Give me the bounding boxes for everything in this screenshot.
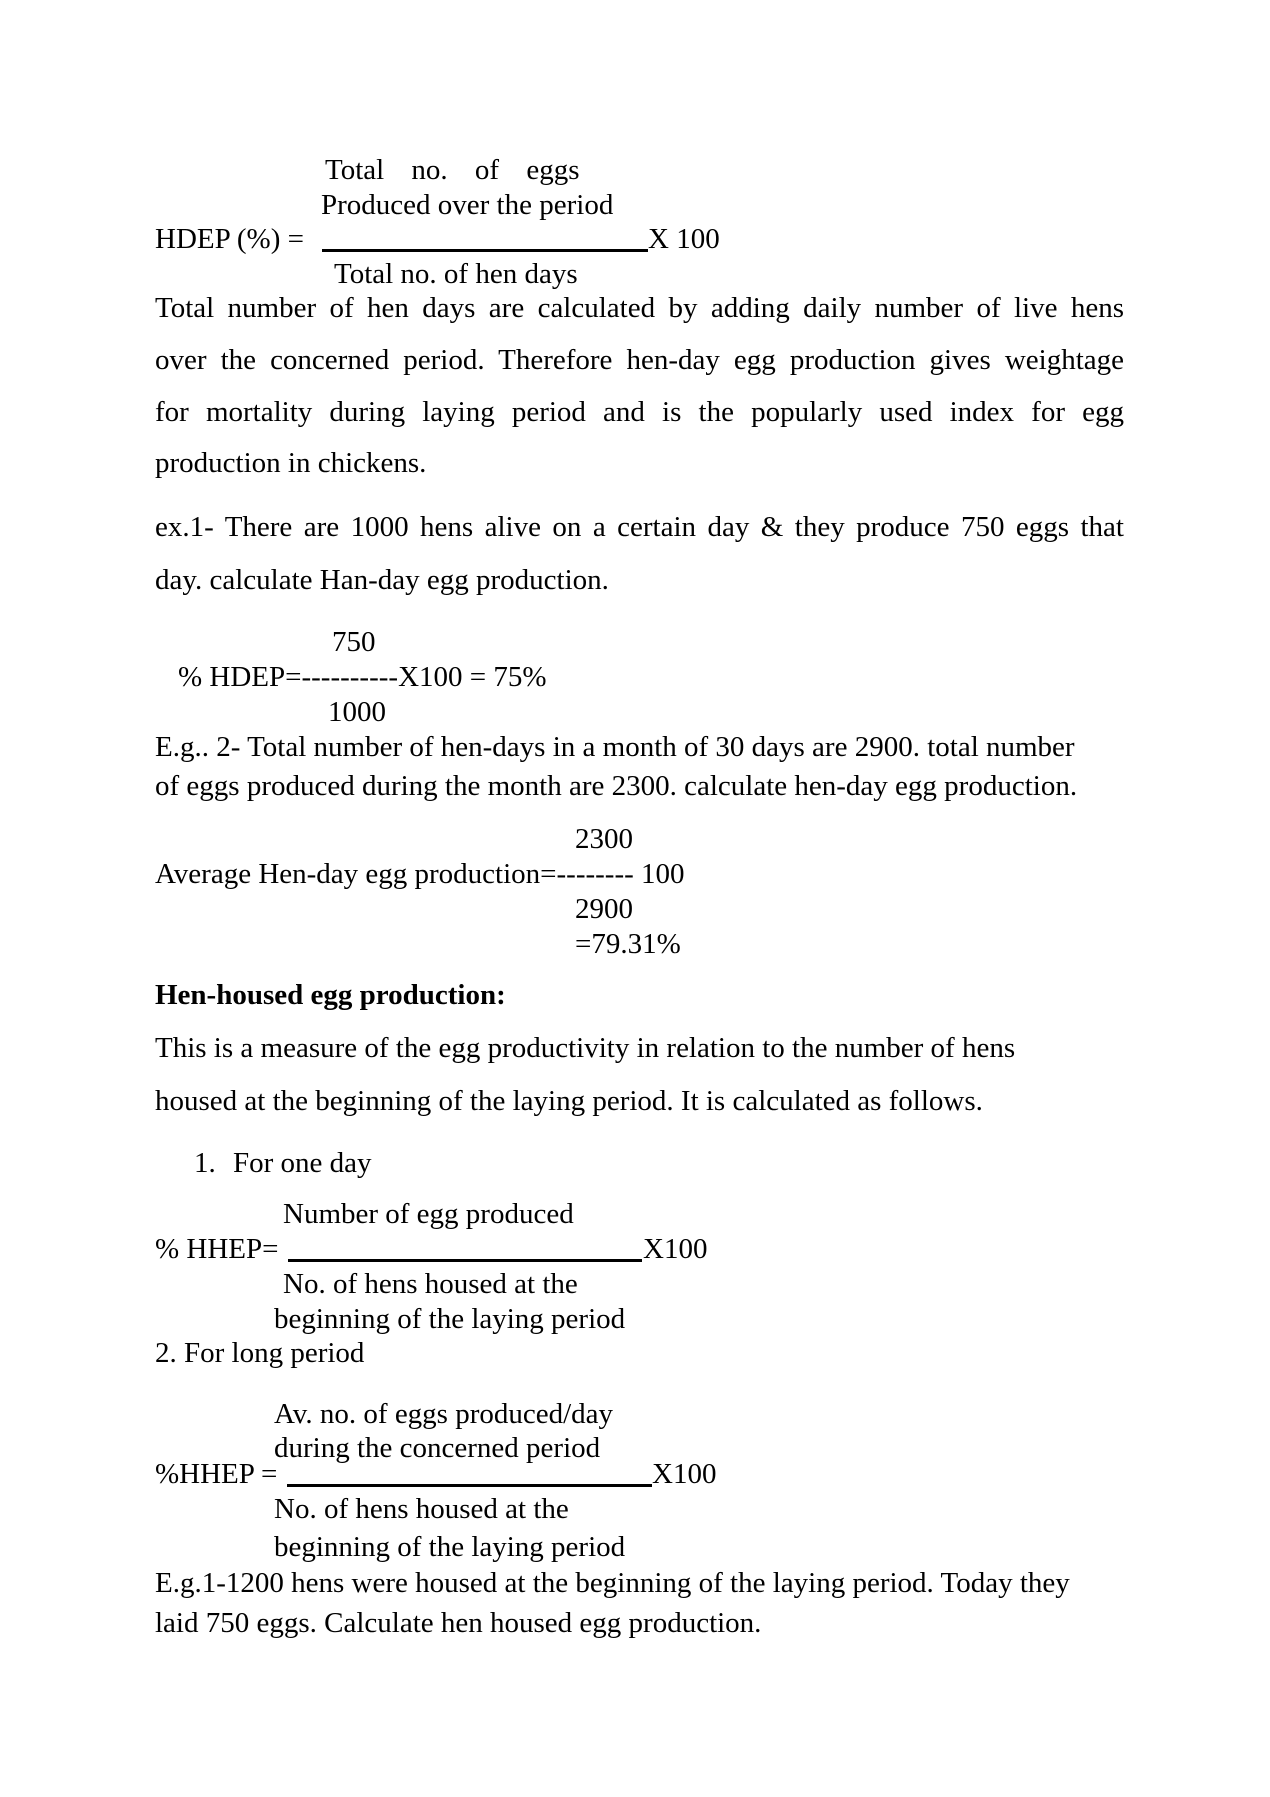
list-item-number: 1. bbox=[194, 1147, 216, 1179]
example2-denominator: 2900 bbox=[575, 893, 633, 925]
hhep1-multiplier: X100 bbox=[643, 1233, 708, 1265]
hdep-multiplier: X 100 bbox=[648, 223, 720, 255]
hhep2-numerator-line1: Av. no. of eggs produced/day bbox=[274, 1398, 614, 1430]
hen-housed-example-line2: laid 750 eggs. Calculate hen housed egg production. bbox=[155, 1607, 762, 1639]
hhep2-multiplier: X100 bbox=[652, 1458, 717, 1490]
example1-formula: % HDEP=----------X100 = 75% bbox=[178, 661, 547, 693]
hhep1-denominator-line1: No. of hens housed at the bbox=[283, 1268, 578, 1300]
hdep-lhs: HDEP (%) = bbox=[155, 223, 304, 255]
hen-housed-para-line1: This is a measure of the egg productivity in relation to the number of hens bbox=[155, 1032, 1016, 1064]
list-item-for-long-period: 2. For long period bbox=[155, 1337, 365, 1369]
example1-line2: day. calculate Han-day egg production. bbox=[155, 564, 609, 596]
hen-housed-para-line2: housed at the beginning of the laying period. It is calculated as follows. bbox=[155, 1085, 983, 1117]
hdep-numerator-line1: Total no. of eggs bbox=[325, 154, 580, 186]
hhep2-fraction-bar bbox=[287, 1484, 652, 1487]
hen-housed-example-line1: E.g.1-1200 hens were housed at the beginning of the laying period. Today they bbox=[155, 1567, 1070, 1599]
hhep1-denominator-line2: beginning of the laying period bbox=[274, 1303, 626, 1335]
example2-line2: of eggs produced during the month are 2300. calculate hen-day egg production. bbox=[155, 770, 1078, 802]
hhep1-lhs: % HHEP= bbox=[155, 1233, 279, 1265]
example2-result: =79.31% bbox=[575, 928, 681, 960]
hhep2-denominator-line2: beginning of the laying period bbox=[274, 1531, 626, 1563]
section-heading: Hen-housed egg production: bbox=[155, 979, 506, 1011]
hen-days-paragraph-line2: over the concerned period. Therefore hen-day egg production gives weightage bbox=[155, 344, 1124, 376]
hhep1-numerator: Number of egg produced bbox=[283, 1198, 574, 1230]
hen-days-paragraph-line3: for mortality during laying period and is the popularly used index for egg bbox=[155, 396, 1124, 428]
hdep-numerator-line2: Produced over the period bbox=[321, 189, 614, 221]
hen-days-paragraph-line1: Total number of hen days are calculated by adding daily number of live hens bbox=[155, 292, 1124, 324]
hen-days-paragraph-line4: production in chickens. bbox=[155, 447, 427, 479]
hhep2-numerator-line2: during the concerned period bbox=[274, 1432, 601, 1464]
example2-line1: E.g.. 2- Total number of hen-days in a month of 30 days are 2900. total number bbox=[155, 731, 1075, 763]
example1-denominator: 1000 bbox=[328, 696, 386, 728]
example2-formula: Average Hen-day egg production=-------- 100 bbox=[155, 858, 685, 890]
hhep1-fraction-bar bbox=[288, 1259, 642, 1262]
hdep-fraction-bar bbox=[322, 249, 648, 252]
example2-numerator: 2300 bbox=[575, 823, 633, 855]
example1-numerator: 750 bbox=[332, 626, 376, 658]
hhep2-denominator-line1: No. of hens housed at the bbox=[274, 1493, 569, 1525]
hhep2-lhs: %HHEP = bbox=[155, 1458, 278, 1490]
list-item-for-one-day: For one day bbox=[233, 1147, 372, 1179]
hdep-denominator: Total no. of hen days bbox=[334, 258, 578, 290]
example1-line1: ex.1- There are 1000 hens alive on a certain day & they produce 750 eggs that bbox=[155, 511, 1124, 543]
